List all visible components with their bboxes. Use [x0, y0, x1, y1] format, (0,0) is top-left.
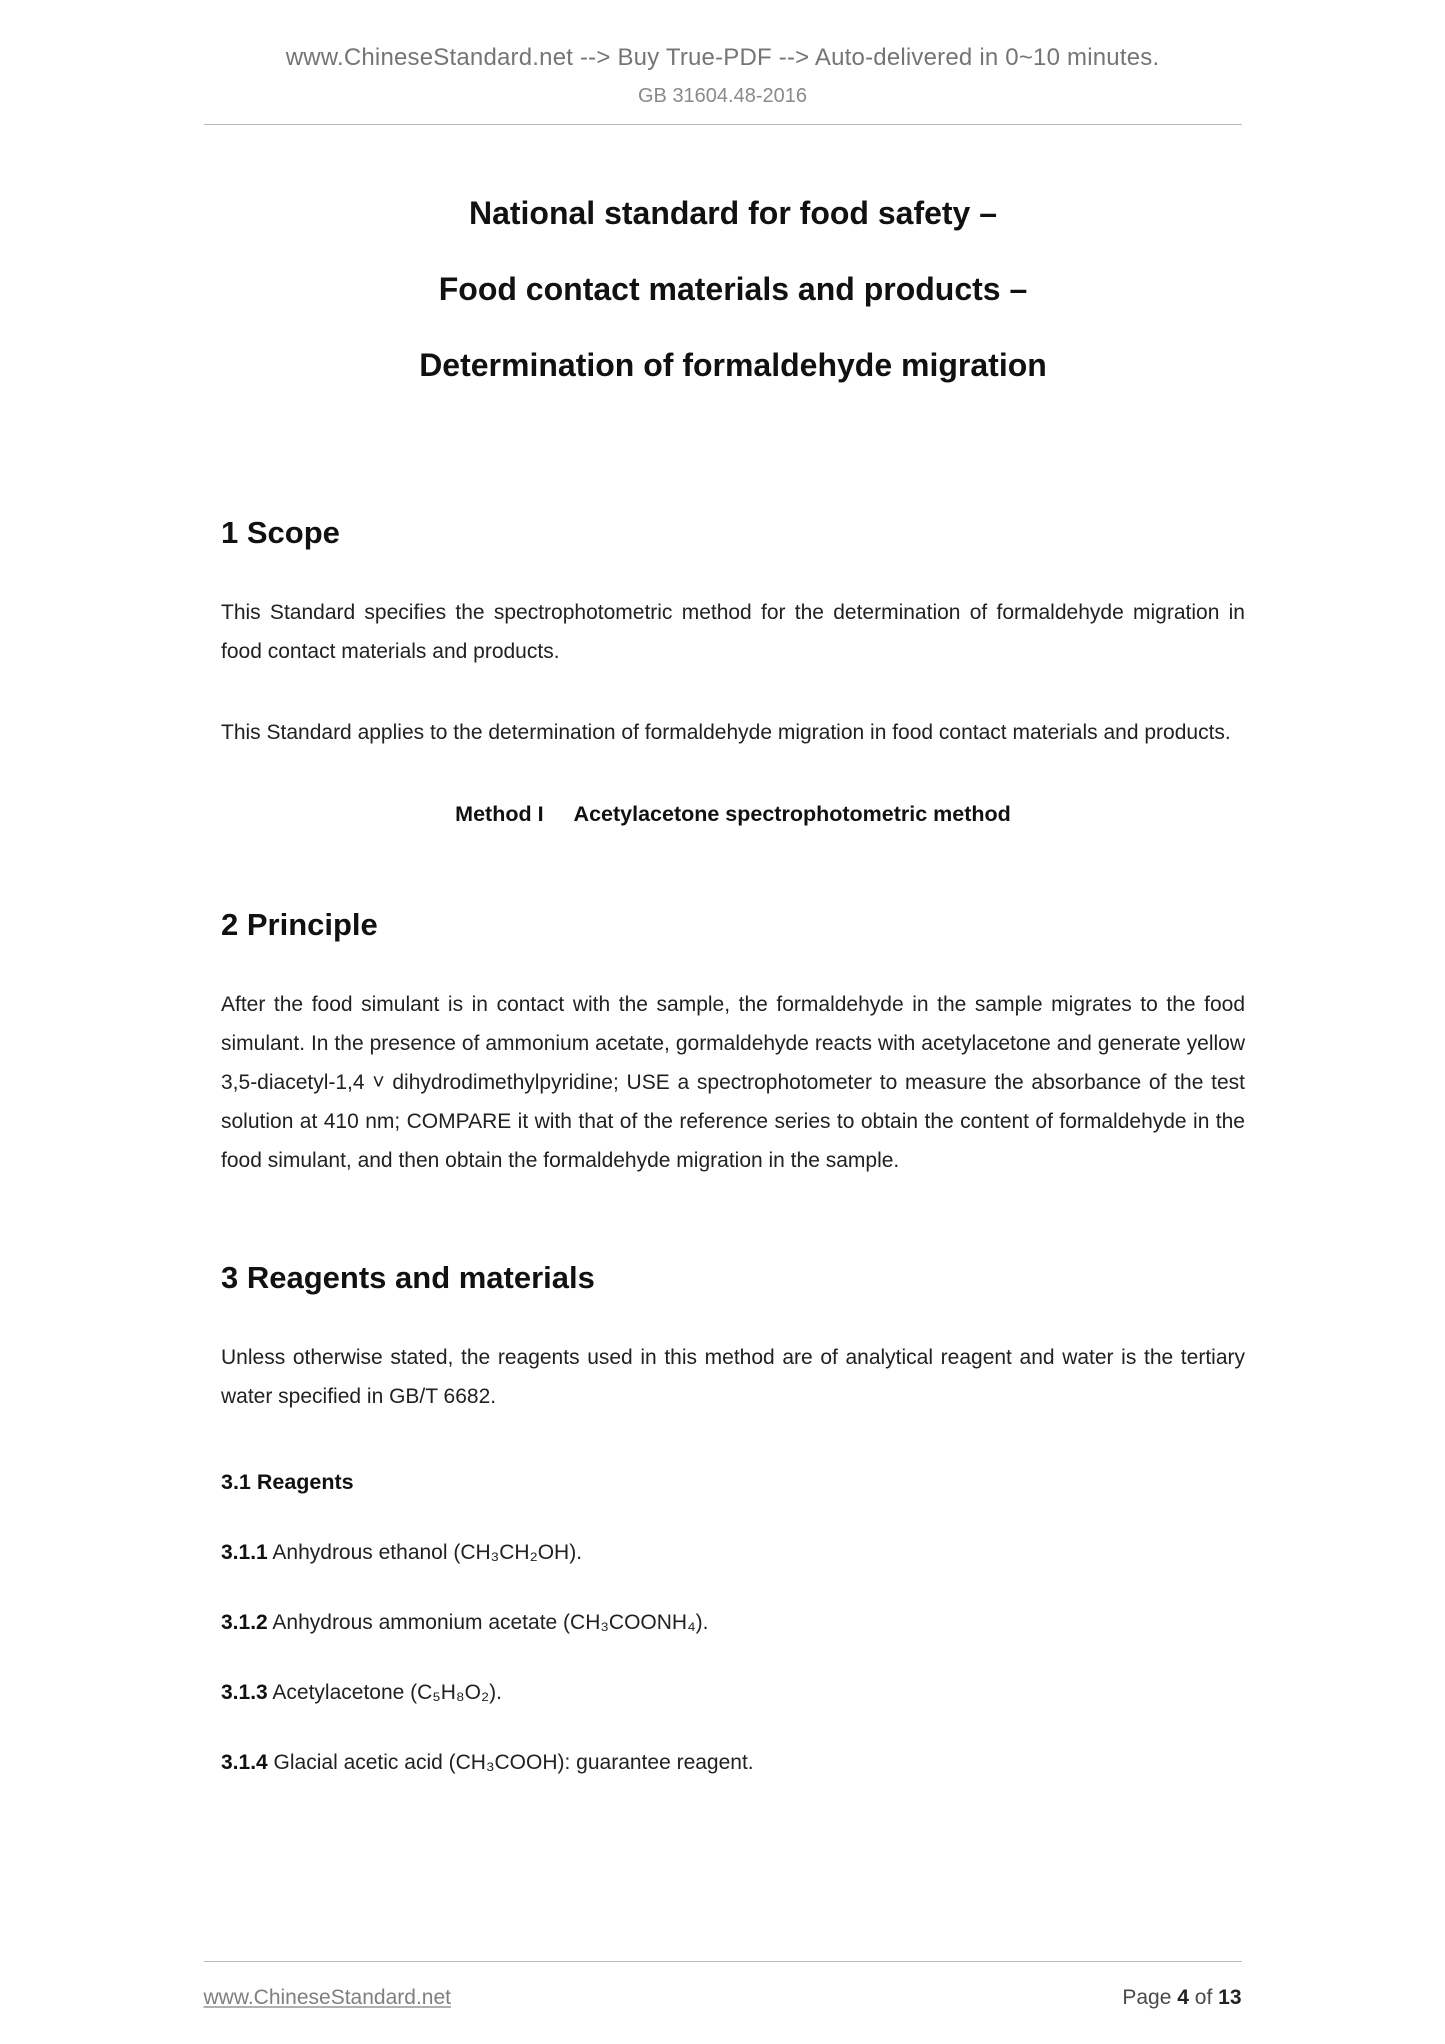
header-promo-text: www.ChineseStandard.net --> Buy True-PDF --> Auto-delivered in 0~10 minutes. — [285, 44, 1160, 71]
title-line-1: National standard for food safety – — [468, 195, 998, 231]
principle-paragraph: After the food simulant is in contact with the sample, the formaldehyde in the sample migrates to the food simulant. In the presence of ammonium acetate, gormaldehyde reacts with acetylacetone and generate yellow 3,5-diacetyl-1,4 ˅ dihydrodimethylpyridine; USE a spectrophotometer to measure the absorbance of the test solution at 410 nm; COMPARE it with that of the reference series to obtain the content of formaldehyde in the food simulant, and then obtain the formaldehyde migration in the sample. — [221, 993, 1245, 1172]
method-title-part1: Method I — [455, 802, 544, 826]
reagent-item-1-text: Anhydrous ethanol (CH₃CH₂OH). — [267, 1541, 583, 1564]
reagent-item-2-text: Anhydrous ammonium acetate (CH₃COONH₄). — [267, 1611, 709, 1634]
reagent-item-2 — [221, 1611, 1245, 1635]
section-heading-principle: 2 Principle — [221, 907, 378, 942]
page-header — [0, 0, 1445, 125]
method-title — [221, 802, 1245, 827]
page-label-current: 4 — [1177, 1986, 1189, 2009]
reagent-item-2-number: 3.1.2 — [221, 1611, 268, 1634]
footer-divider — [204, 1961, 1242, 1962]
title-line-3: Determination of formaldehyde migration — [419, 347, 1047, 383]
page-label-total: 13 — [1218, 1986, 1242, 2009]
scope-paragraph-1: This Standard specifies the spectrophotometric method for the determination of formaldehyde migration in food contact materials and products. — [221, 601, 1245, 663]
reagent-item-1-number: 3.1.1 — [221, 1541, 268, 1564]
reagent-item-3-number: 3.1.3 — [221, 1681, 268, 1704]
document-body — [221, 175, 1245, 1775]
reagent-item-4 — [221, 1751, 1245, 1775]
reagent-item-4-number: 3.1.4 — [221, 1751, 268, 1774]
footer-site-link[interactable]: www.ChineseStandard.net — [203, 1986, 451, 2009]
scope-paragraph-2: This Standard applies to the determination of formaldehyde migration in food contact materials and products. — [221, 721, 1231, 744]
reagent-item-3-text: Acetylacetone (C₅H₈O₂). — [267, 1681, 502, 1704]
reagent-item-4-text: Glacial acetic acid (CH₃COOH): guarantee reagent. — [267, 1751, 754, 1774]
page-label-of: of — [1188, 1986, 1219, 2009]
document-number: GB 31604.48-2016 — [637, 85, 808, 107]
page-number-label — [1122, 1986, 1241, 2010]
footer-row — [204, 1986, 1242, 2010]
reagent-item-3 — [221, 1681, 1245, 1705]
reagent-item-1 — [221, 1541, 1245, 1565]
section-heading-reagents: 3 Reagents and materials — [221, 1260, 595, 1295]
reagents-paragraph: Unless otherwise stated, the reagents used in this method are of analytical reagent and water is the tertiary water specified in GB/T 6682. — [221, 1346, 1245, 1408]
page-footer — [0, 1945, 1445, 2010]
header-divider — [204, 124, 1242, 125]
section-heading-scope: 1 Scope — [221, 515, 340, 550]
title-line-2: Food contact materials and products – — [438, 271, 1028, 307]
page-label-prefix: Page — [1122, 1986, 1178, 2009]
document-title — [221, 175, 1245, 403]
method-title-part2: Acetylacetone spectrophotometric method — [573, 802, 1011, 826]
subsection-heading-reagents: 3.1 Reagents — [221, 1470, 354, 1494]
